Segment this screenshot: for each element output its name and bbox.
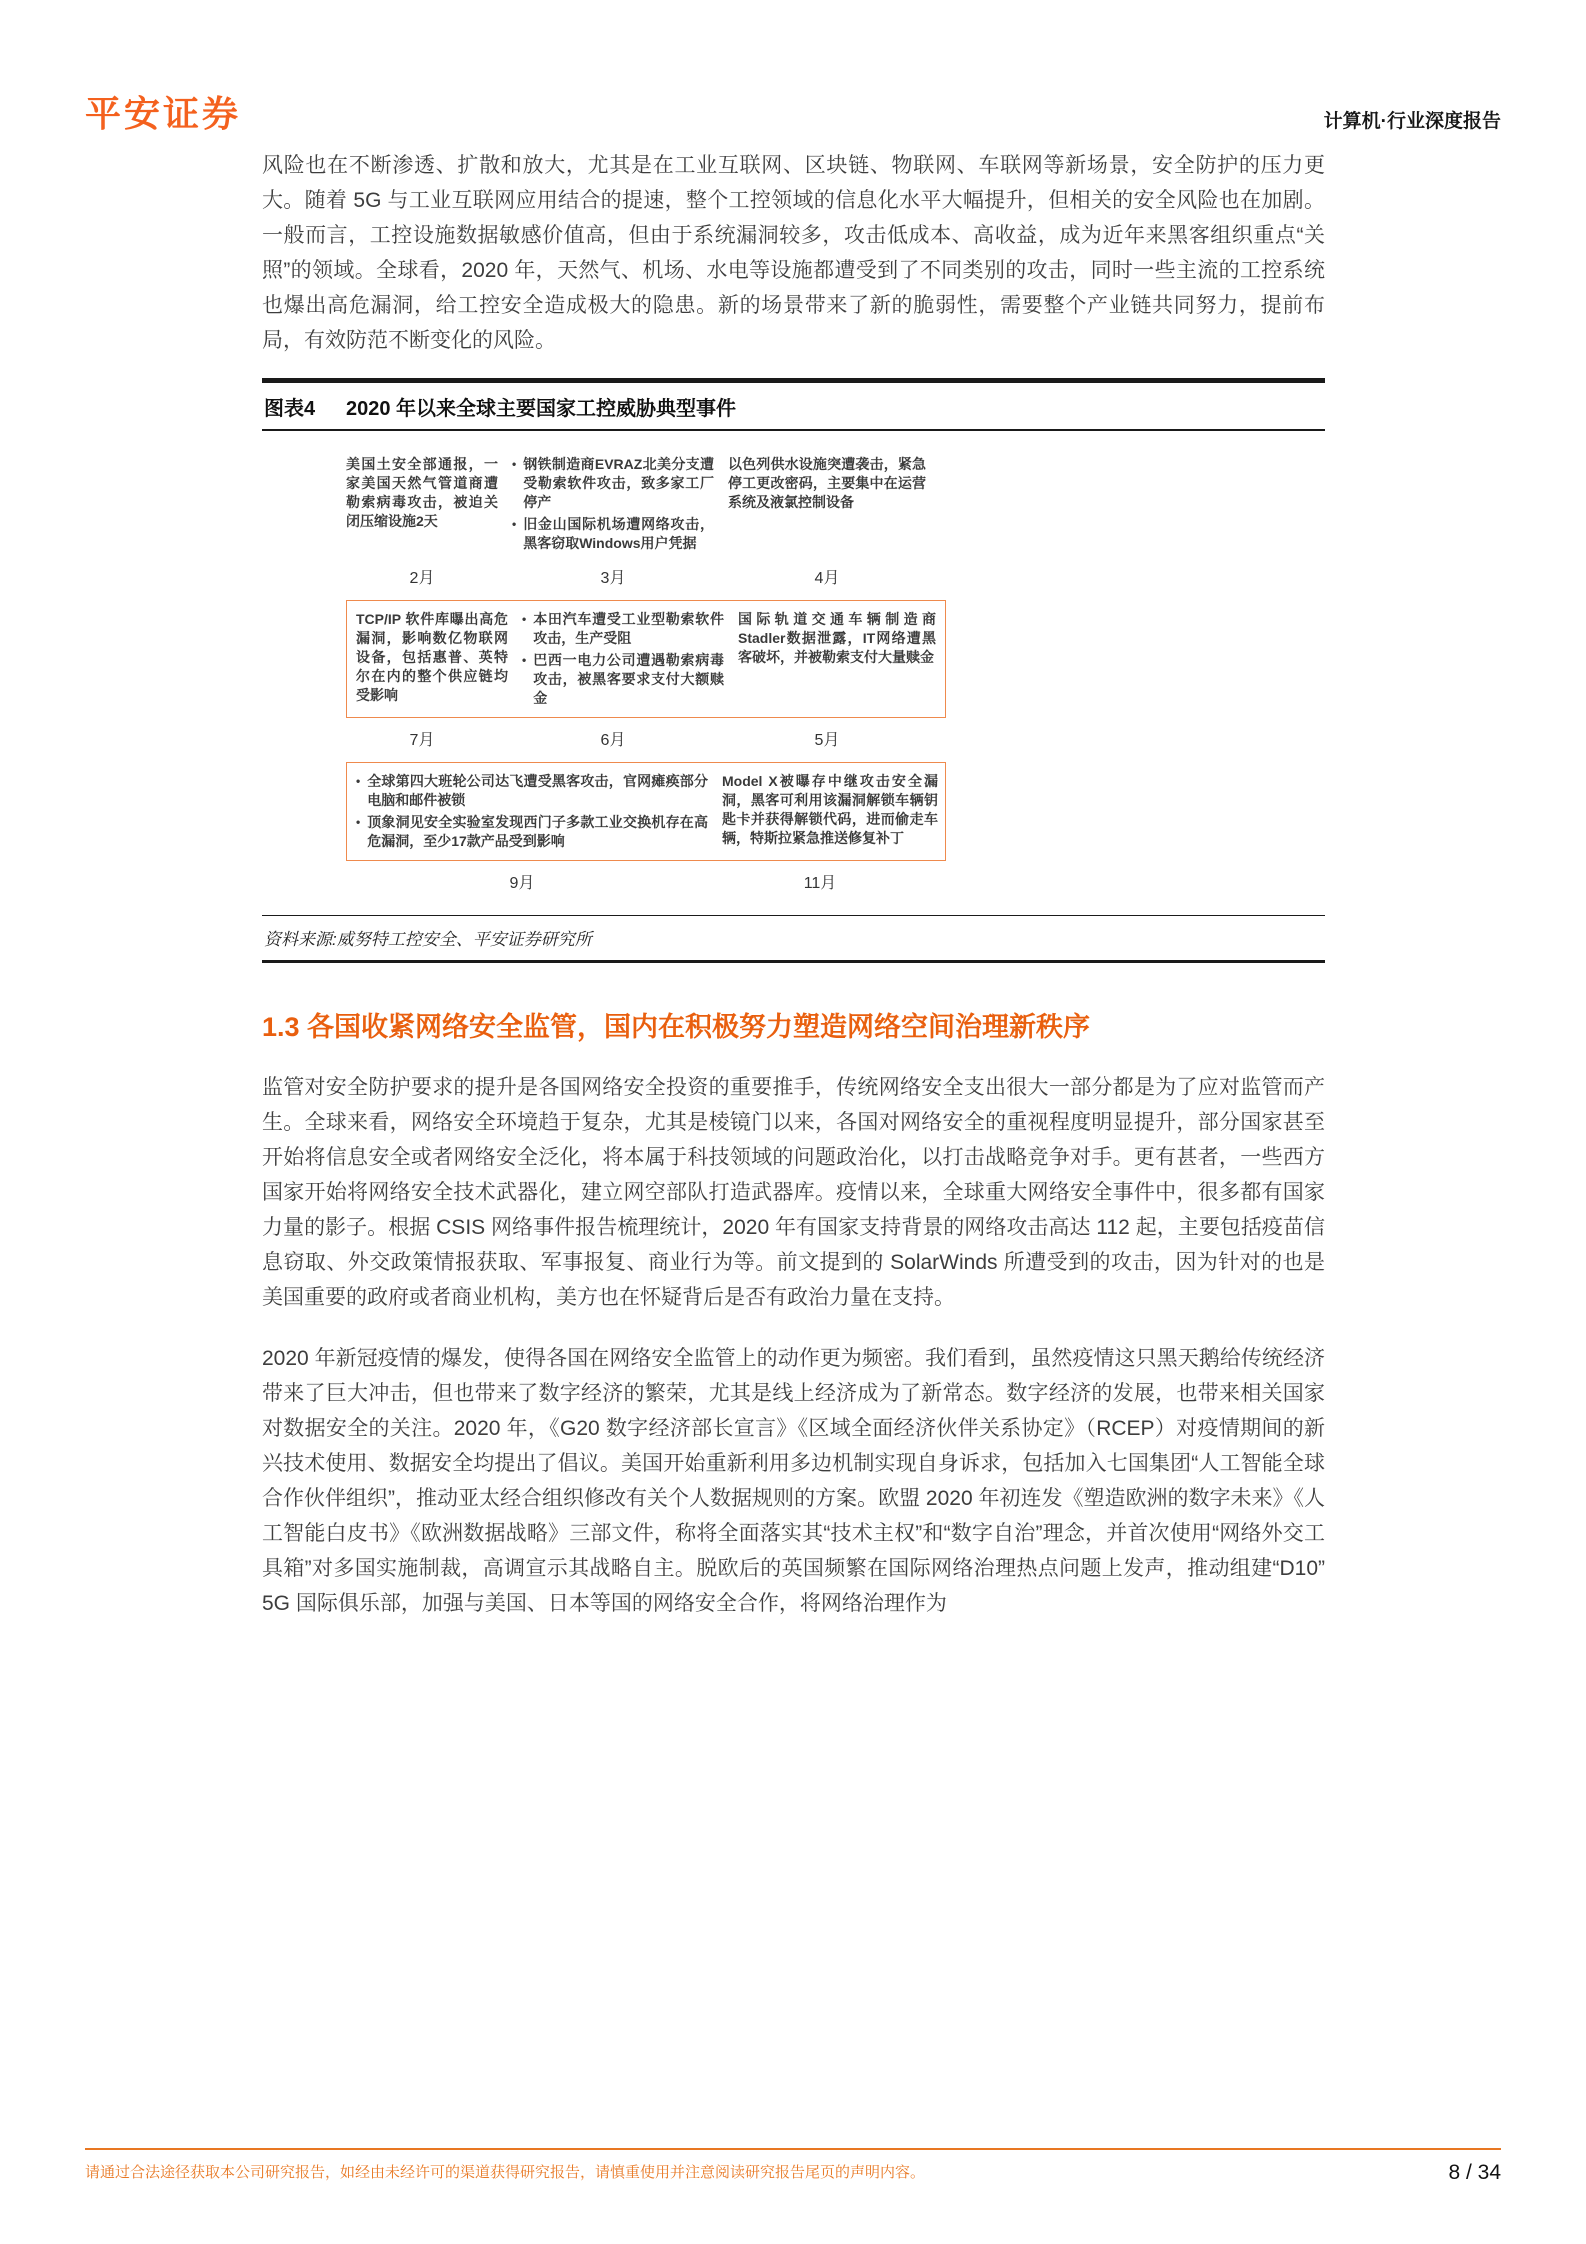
month-label-mar: 3月 (600, 570, 626, 587)
month-label-apr: 4月 (814, 570, 840, 587)
month-label-nov: 11月 (803, 875, 837, 892)
timeline-event: • 全球第四大班轮公司达飞遭受黑客攻击，官网瘫痪部分电脑和邮件被锁 (356, 773, 708, 808)
bullet-icon: • (522, 653, 527, 667)
timeline-event: Model X被曝存中继攻击安全漏洞，黑客可利用该漏洞解锁车辆钥匙卡并获得解锁代码，进而偷走车辆，特斯拉紧急推送修复补丁 (722, 773, 938, 846)
timeline-month-labels-2 (346, 718, 946, 762)
page-header (85, 86, 1501, 137)
timeline-cell-sep (356, 772, 708, 854)
paragraph-regulation: 监管对安全防护要求的提升是各国网络安全投资的重要推手，传统网络安全支出很大一部分都是为了应对监管而产生。全球来看，网络安全环境趋于复杂，尤其是棱镜门以来，各国对网络安全的重视程度明显提升，部分国家甚至开始将信息安全或者网络安全泛化，将本属于科技领域的问题政治化，以打击战略竞争对手。更有甚者，一些西方国家开始将网络安全技术武器化，建立网空部队打造武器库。疫情以来，全球重大网络安全事件中，很多都有国家力量的影子。根据 CSIS 网络事件报告梳理统计，2020 年有国家支持背景的网络攻击高达 112 起，主要包括疫苗信息窃取、外交政策情报获取、军事报复、商业行为等。前文提到的 SolarWinds 所遭受到的攻击，因为针对的也是美国重要的政府或者商业机构，美方也在怀疑背后是否有政治力量在支持。 (262, 1076, 1325, 1309)
page-footer (85, 2148, 1501, 2185)
timeline-cell-feb (346, 455, 498, 556)
bullet-icon: • (512, 457, 517, 471)
bullet-icon: • (356, 815, 361, 829)
timeline-cell-jun (522, 610, 724, 711)
bullet-icon: • (522, 612, 527, 626)
section-heading-1-3: 1.3 各国收紧网络安全监管，国内在积极努力塑造网络空间治理新秩序 (262, 1012, 1091, 1042)
timeline-event: • 本田汽车遭受工业型勒索软件攻击，生产受阻 (522, 611, 724, 646)
timeline-event: 以色列供水设施突遭袭击，紧急停工更改密码，主要集中在运营系统及液氯控制设备 (728, 456, 926, 510)
page-content (262, 148, 1325, 1621)
paragraph-pandemic-governance: 2020 年新冠疫情的爆发，使得各国在网络安全监管上的动作更为频密。我们看到，虽然疫情这只黑天鹅给传统经济带来了巨大冲击，但也带来了数字经济的繁荣，尤其是线上经济成为了新常态。数字经济的发展，也带来相关国家对数据安全的关注。2020 年，《G20 数字经济部长宣言》《区域全面经济伙伴关系协定》（RCEP）对疫情期间的新兴技术使用、数据安全均提出了倡议。美国开始重新利用多边机制实现自身诉求，包括加入七国集团“人工智能全球合作伙伴组织”，推动亚太经合组织修改有关个人数据规则的方案。欧盟 2020 年初连发《塑造欧洲的数字未来》《人工智能白皮书》《欧洲数据战略》三部文件，称将全面落实其“技术主权”和“数字自治”理念，并首次使用“网络外交工具箱”对多国实施制裁，高调宣示其战略自主。脱欧后的英国频繁在国际网络治理热点问题上发声，推动组建“D10” 5G 国际俱乐部，加强与美国、日本等国的网络安全合作，将网络治理作为 (262, 1347, 1325, 1615)
figure-label: 图表4 (264, 398, 316, 420)
timeline-cell-apr (728, 455, 926, 556)
timeline-row-1 (346, 455, 946, 556)
timeline-month-labels-3 (346, 861, 946, 905)
figure-title: 2020 年以来全球主要国家工控威胁典型事件 (346, 398, 737, 420)
timeline-cell-nov (722, 772, 938, 854)
timeline-event: • 巴西一电力公司遭遇勒索病毒攻击，被黑客要求支付大额赎金 (522, 652, 724, 706)
timeline-event: TCP/IP 软件库曝出高危漏洞，影响数亿物联网设备，包括惠普、英特尔在内的整个供应链均受影响 (356, 611, 508, 703)
timeline-diagram (262, 431, 1325, 915)
timeline-cell-mar (512, 455, 714, 556)
page-number: 8 / 34 (1448, 2161, 1501, 2184)
paragraph-industrial-risk: 风险也在不断渗透、扩散和放大，尤其是在工业互联网、区块链、物联网、车联网等新场景，安全防护的压力更大。随着 5G 与工业互联网应用结合的提速，整个工控领域的信息化水平大幅提升，但相关的安全风险也在加剧。一般而言，工控设施数据敏感价值高，但由于系统漏洞较多，攻击低成本、高收益，成为近年来黑客组织重点“关照”的领域。全球看，2020 年，天然气、机场、水电等设施都遭受到了不同类别的攻击，同时一些主流的工控系统也爆出高危漏洞，给工控安全造成极大的隐患。新的场景带来了新的脆弱性，需要整个产业链共同努力，提前布局，有效防范不断变化的风险。 (262, 154, 1325, 352)
month-label-sep: 9月 (509, 875, 535, 892)
figure-header (262, 378, 1325, 431)
timeline-month-labels-1 (346, 556, 946, 600)
timeline-event: 国际轨道交通车辆制造商Stadler数据泄露，IT网络遭黑客破坏，并被勒索支付大量赎金 (738, 611, 936, 665)
timeline-event: • 钢铁制造商EVRAZ北美分支遭受勒索软件攻击，致多家工厂停产 (512, 456, 714, 510)
month-label-feb: 2月 (409, 570, 435, 587)
figure-source: 资料来源:威努特工控安全、平安证券研究所 (262, 915, 1325, 963)
month-label-may: 5月 (814, 732, 840, 749)
footer-disclaimer: 请通过合法途径获取本公司研究报告，如经由未经许可的渠道获得研究报告，请慎重使用并注意阅读研究报告尾页的声明内容。 (85, 2164, 926, 2181)
timeline-cell-may (738, 610, 936, 711)
report-type-label: 计算机·行业深度报告 (1323, 111, 1501, 132)
timeline-cell-jul (356, 610, 508, 711)
timeline-event: • 顶象洞见安全实验室发现西门子多款工业交换机存在高危漏洞，至少17款产品受到影响 (356, 814, 708, 849)
pingan-securities-logo: 平安证券 (85, 93, 242, 134)
month-label-jun: 6月 (600, 732, 626, 749)
timeline-row-2 (356, 610, 936, 711)
timeline-row-3 (356, 772, 936, 854)
bullet-icon: • (512, 517, 517, 531)
timeline-event: 美国土安全部通报，一家美国天然气管道商遭勒索病毒攻击，被迫关闭压缩设施2天 (346, 456, 498, 529)
month-label-jul: 7月 (409, 732, 435, 749)
figure-4-block (262, 378, 1325, 963)
timeline-event: • 旧金山国际机场遭网络攻击，黑客窃取Windows用户凭据 (512, 516, 714, 551)
timeline-band-3 (346, 762, 946, 861)
bullet-icon: • (356, 774, 361, 788)
timeline-band-2 (346, 600, 946, 718)
